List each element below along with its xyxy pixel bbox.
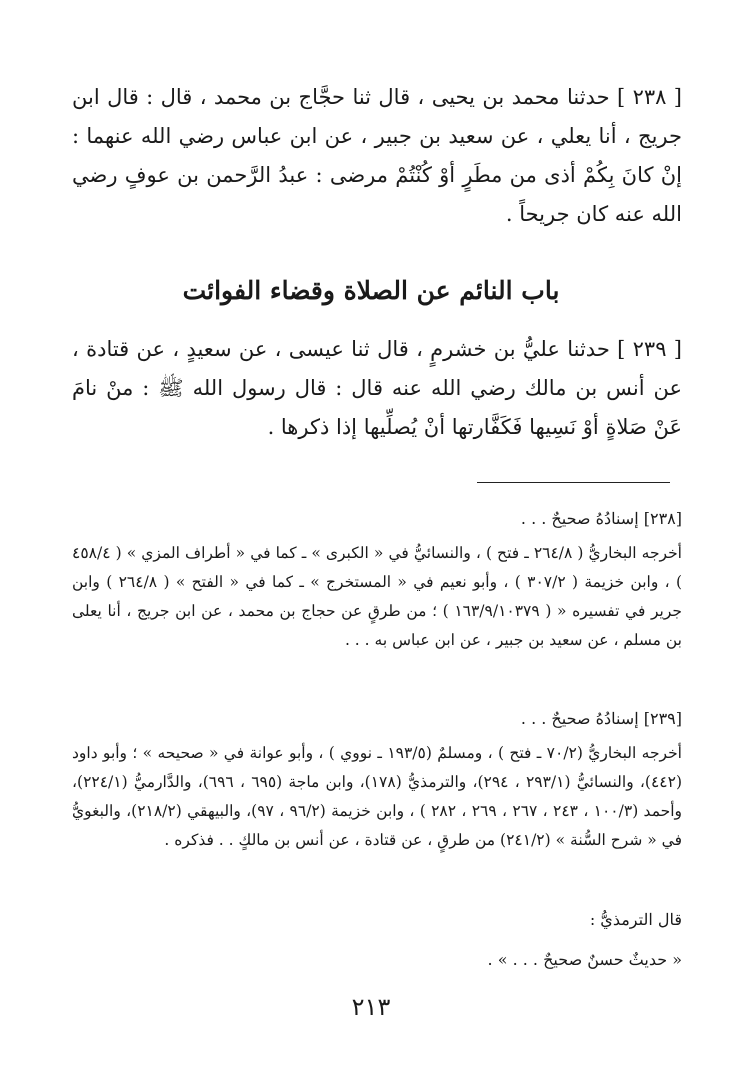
chapter-heading: باب النائم عن الصلاة وقضاء الفوائت: [182, 276, 560, 305]
footnote-238-heading: [٢٣٨] إسنادُهُ صحيحٌ . . .: [520, 509, 682, 528]
tirmidhi-remark-heading: قال الترمذيُّ :: [589, 910, 682, 929]
footnote-239-body: أخرجه البخاريُّ (٧٠/٢ ـ فتح ) ، ومسلمٌ (١٩٣/٥ ـ نووي ) ، وأبو عوانة في « صحيحه » ؛ وأبو داود (٤٤٢)، والنسائيُّ (٢٩٣/١ ، ٢٩٤)، والترمذيُّ (١٧٨)، وابن ماجة (٦٩٥ ، ٦٩٦)، والدَّارميُّ (٢٢٤/١)، وأحمد (١٠٠/٣ ، ٢٤٣ ، ٢٦٧ ، ٢٦٩ ، ٢٨٢ ) ، وابن خزيمة (٩٦/٢ ، ٩٧)، والبيهقي (٢١٨/٢)، والبغويُّ في « شرح السُّنة » (٢٤١/٢) من طرقٍ ، عن قتادة ، عن أنس بن مالكٍ . . فذكره .: [72, 744, 683, 849]
footnote-separator: [477, 482, 670, 483]
hadith-239-text: [ ٢٣٩ ] حدثنا عليُّ بن خشرمٍ ، قال ثنا عيسى ، عن سعيدٍ ، عن قتادة ، عن أنس بن مالك رضي الله عنه قال : قال رسول الله ﷺ : منْ نامَ عَنْ صَلاةٍ أوْ نَسِيها فَكَفَّارتها أنْ يُصلِّيها إذا ذكرها .: [72, 337, 682, 439]
footnote-239-heading: [٢٣٩] إسنادُهُ صحيحٌ . . .: [520, 709, 682, 728]
tirmidhi-remark-quote: « حديثٌ حسنٌ صحيحٌ . . . » .: [487, 950, 682, 969]
footnote-238-body: أخرجه البخاريُّ ( ٢٦٤/٨ ـ فتح ) ، والنسائيُّ في « الكبرى » ـ كما في « أطراف المزي » ( ٤٥٨/٤ ) ، وابن خزيمة ( ٣٠٧/٢ ) ، وأبو نعيم في « المستخرج » ـ كما في « الفتح » ( ٢٦٤/٨ ) وابن جرير في تفسيره « ( ١٦٣/٩/١٠٣٧٩ ) ؛ من طرقٍ عن حجاج بن محمد ، عن ابن جريج ، أنا يعلى بن مسلم ، عن سعيد بن جبير ، عن ابن عباس به . . .: [72, 544, 683, 649]
hadith-238-text: [ ٢٣٨ ] حدثنا محمد بن يحيى ، قال ثنا حجَّاج بن محمد ، قال : قال ابن جريج ، أنا يعلي ، عن سعيد بن جبير ، عن ابن عباس رضي الله عنهما : إنْ كانَ بِكُمْ أذى من مطَرٍ أوْ كُنْتُمْ مرضى : عبدُ الرَّحمن بن عوفٍ رضي الله عنه كان جريحاً .: [72, 85, 683, 226]
page-number: ٢١٣: [351, 993, 391, 1021]
